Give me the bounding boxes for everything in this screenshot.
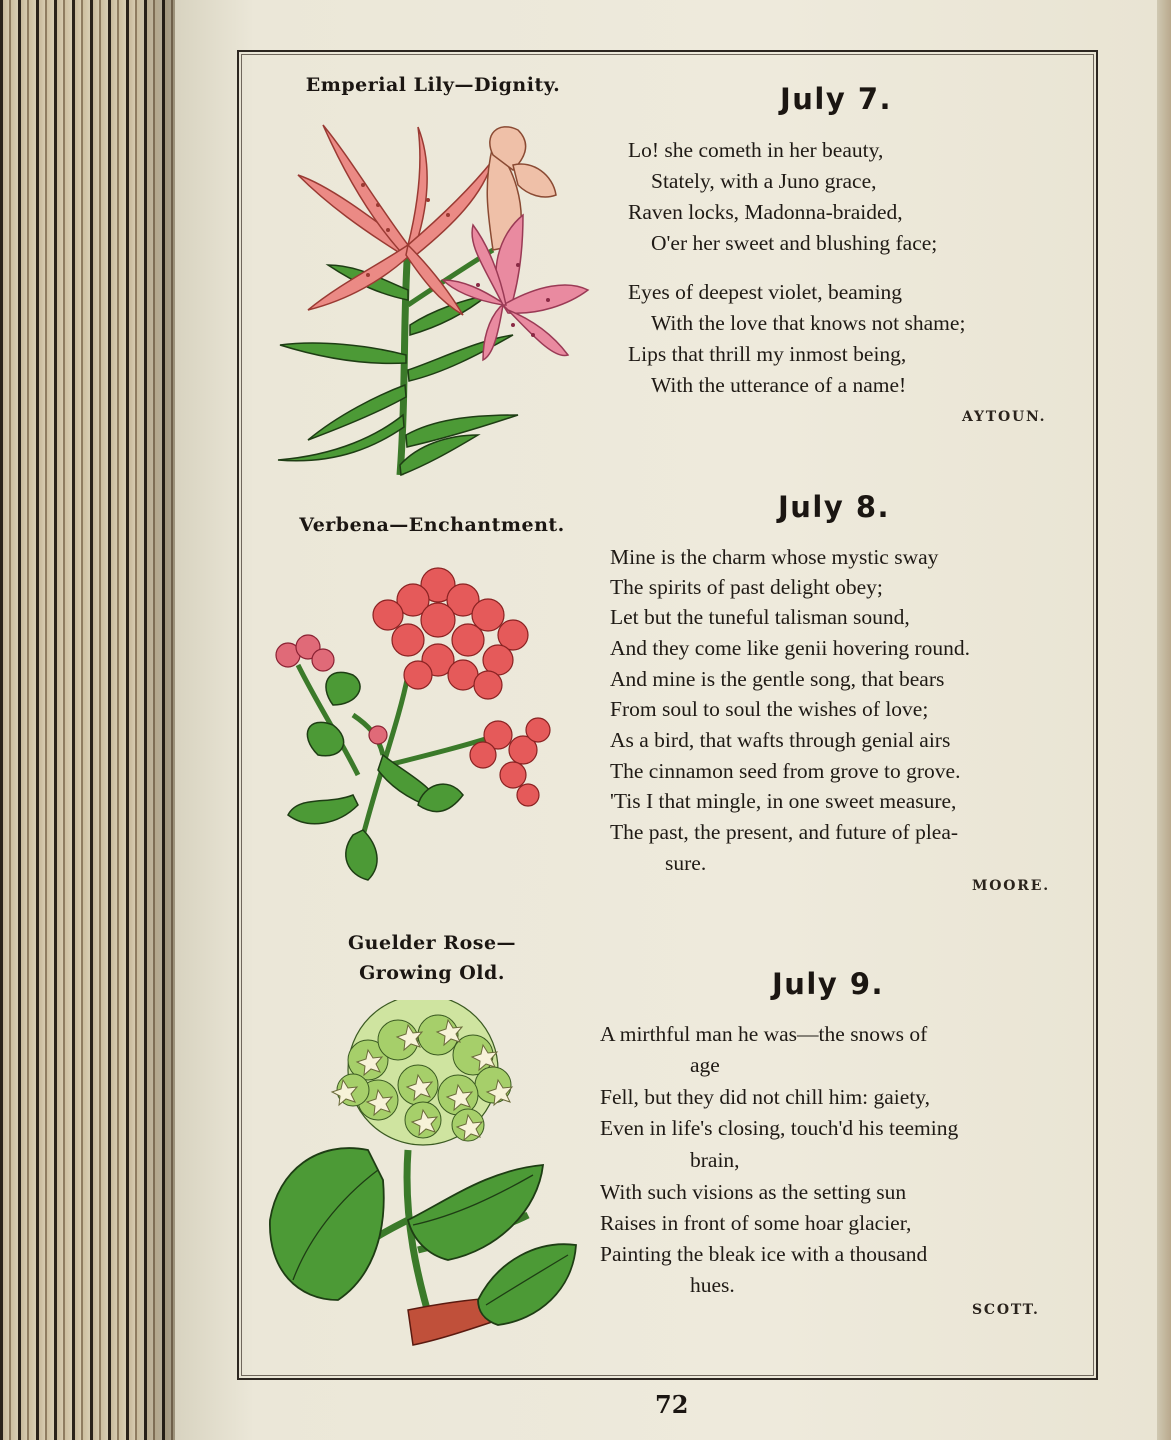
verse-line: Let but the tuneful talisman sound, [610, 605, 910, 629]
verse-line: With the love that knows not shame; [651, 311, 966, 335]
verbena-illustration [258, 555, 558, 885]
verse-line: Mine is the charm whose mystic sway [610, 545, 939, 569]
facing-page-edge [1157, 0, 1171, 1440]
verse-line: The spirits of past delight obey; [610, 575, 883, 599]
guelder-rose-illustration [258, 1000, 583, 1370]
date-heading-july-7: July 7. [780, 82, 893, 116]
verse-line: Even in life's closing, touch'd his teeming [600, 1116, 959, 1140]
verse-line: And mine is the gentle song, that bears [610, 667, 945, 691]
date-heading-july-8: July 8. [778, 490, 891, 524]
verse-line: Raises in front of some hoar glacier, [600, 1211, 912, 1235]
emperial-lily-illustration [268, 115, 598, 485]
book-page-edges [0, 0, 175, 1440]
verse-line: Fell, but they did not chill him: gaiety, [600, 1085, 931, 1109]
author-attribution: AYTOUN. [962, 409, 1047, 425]
verse-line: Stately, with a Juno grace, [651, 169, 877, 193]
verse-line: With such visions as the setting sun [600, 1180, 907, 1204]
verse-line: As a bird, that wafts through genial airs [610, 728, 951, 752]
verse-line: O'er her sweet and blushing face; [651, 231, 938, 255]
guelder-rose-caption-line-1: Guelder Rose— [347, 932, 517, 954]
verse-line: sure. [665, 851, 707, 875]
verse-line: age [690, 1053, 720, 1077]
verse-line: Lo! she cometh in her beauty, [628, 138, 884, 162]
verse-line: Lips that thrill my inmost being, [628, 342, 907, 366]
verse-line: Eyes of deepest violet, beaming [628, 280, 903, 304]
verse-line: Painting the bleak ice with a thousand [600, 1242, 928, 1266]
verse-line: hues. [690, 1273, 735, 1297]
verse-line: The cinnamon seed from grove to grove. [610, 759, 961, 783]
verse-line: brain, [690, 1148, 740, 1172]
verse-line: The past, the present, and future of plea- [610, 820, 959, 844]
guelder-rose-caption-line-2: Growing Old. [359, 962, 505, 984]
verse-line: From soul to soul the wishes of love; [610, 697, 929, 721]
verse-line: A mirthful man he was—the snows of [600, 1022, 928, 1046]
verse-line: With the utterance of a name! [651, 373, 907, 397]
date-heading-july-9: July 9. [772, 967, 885, 1001]
author-attribution: SCOTT. [972, 1302, 1040, 1318]
verbena-caption: Verbena—Enchantment. [299, 514, 565, 536]
verse-line: 'Tis I that mingle, in one sweet measure, [610, 789, 957, 813]
author-attribution: MOORE. [972, 878, 1050, 894]
page-number: 72 [655, 1390, 689, 1419]
lily-caption: Emperial Lily—Dignity. [305, 74, 561, 96]
verse-line: And they come like genii hovering round. [610, 636, 971, 660]
verse-line: Raven locks, Madonna-braided, [628, 200, 903, 224]
